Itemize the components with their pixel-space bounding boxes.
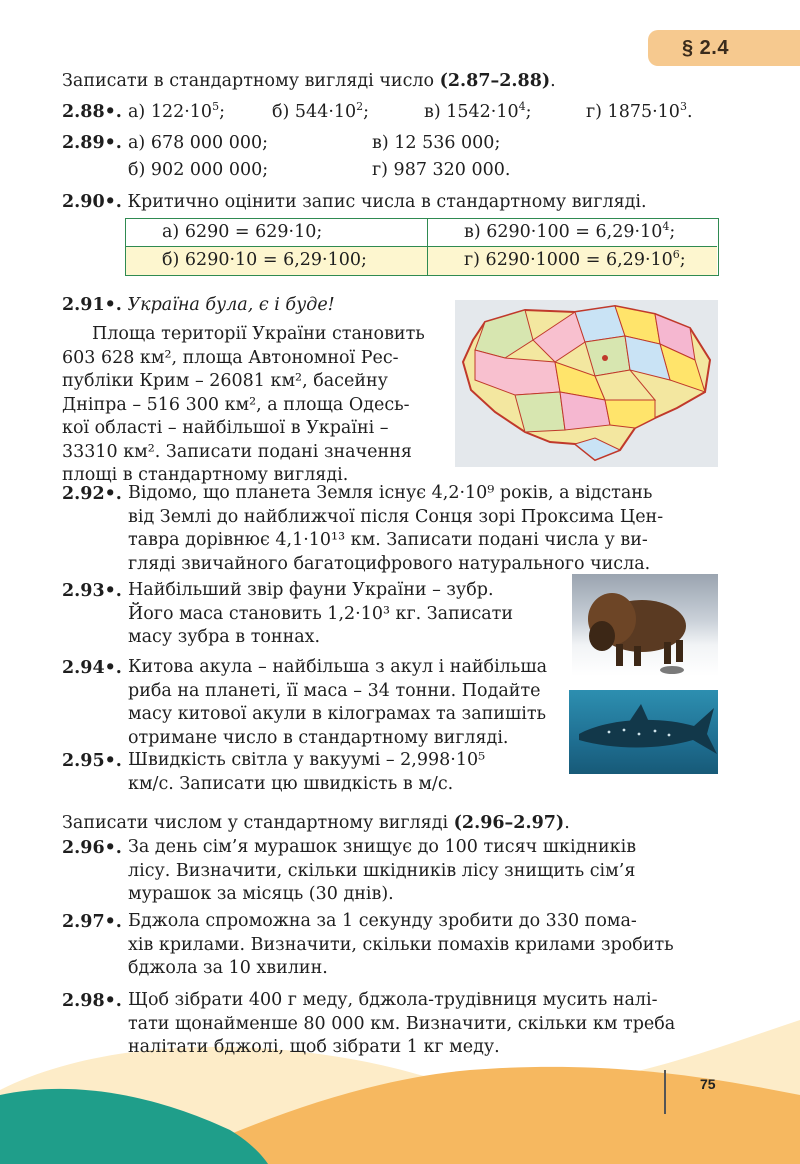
intro-text: Записати в стандартному вигляді число — [62, 71, 440, 91]
p288-a-text: а) 122·10 — [128, 102, 213, 122]
p297-line: хів крилами. Визначити, скільки помахів крилами зробить — [128, 934, 674, 955]
problem-2-98: 2.98•. — [62, 991, 122, 1011]
problem-2-92: 2.92•. — [62, 484, 122, 504]
p293-line: Найбільший звір фауни України – зубр. — [128, 580, 494, 600]
problem-number: 2.93 — [62, 581, 105, 601]
p288-d: г) $1875\cdot 10^3$. — [586, 100, 693, 122]
problem-number: 2.96 — [62, 838, 105, 858]
page-number: 75 — [700, 1076, 716, 1092]
p292-line: від Землі до найближчої після Сонця зорі Проксима Цен- — [128, 506, 664, 527]
whale-shark-icon — [569, 690, 718, 774]
p288-b-exp: 2 — [356, 100, 364, 113]
p296-line: мурашок за місяць (30 днів). — [128, 884, 394, 904]
p288-a: а) $122\cdot 10^5$; — [128, 100, 225, 122]
problem-number: 2.94 — [62, 658, 105, 678]
problem-number: 2.95 — [62, 751, 105, 771]
p288-d-exp: 3 — [679, 100, 687, 113]
p294-line: масу китової акули в кілограмах та запишіть — [128, 704, 547, 724]
cell-d-exp: 6 — [672, 248, 680, 261]
p296-line: За день сім’я мурашок знищує до 100 тисяч шкідників — [128, 837, 637, 857]
problem-number: 2.90 — [62, 192, 105, 212]
p288-c-exp: 4 — [518, 100, 526, 113]
cell-b-text: б) 6290·10 = 6,29·100; — [162, 250, 367, 270]
intro-suffix: . — [550, 71, 556, 91]
problem-2-95: 2.95•. — [62, 751, 122, 771]
cell-a-text: а) 6290 = 629·10; — [162, 222, 323, 242]
problem-number: 2.89 — [62, 133, 105, 153]
p291-line: 33310 км². Записати подані значення — [62, 441, 412, 462]
whale-shark-photo — [569, 690, 718, 774]
problem-2-94: 2.94•. — [62, 658, 122, 678]
p288-d-text: г) 1875·10 — [586, 102, 680, 122]
p288-b-text: б) 544·10 — [272, 102, 357, 122]
intro-line-1 — [62, 69, 556, 94]
p291-line: Дніпра – 516 300 км², а площа Одесь- — [62, 394, 410, 415]
section-tab — [648, 30, 800, 66]
p289-c: в) 12 536 000; — [372, 133, 501, 153]
table-cell-b — [126, 247, 428, 275]
p295-paragraph — [128, 749, 558, 796]
p293-line: масу зубра в тоннах. — [128, 627, 321, 647]
p294-line: отримане число в стандартному вигляді. — [128, 727, 509, 748]
problem-2-91: 2.91•. Україна була, є і буде! — [62, 295, 335, 315]
problem-number: 2.98 — [62, 991, 105, 1011]
problem-2-96: 2.96•. — [62, 838, 122, 858]
bison-photo — [572, 574, 718, 676]
table-cell-c: в) $6290\cdot 100 = 6,29\cdot 10^4$; — [428, 219, 717, 247]
p295-line: Швидкість світла у вакуумі – 2,998·10⁵ — [128, 750, 486, 770]
problem-title: Україна була, є і буде! — [127, 295, 335, 315]
p293-paragraph — [128, 579, 558, 650]
problem-number: 2.97 — [62, 912, 105, 932]
ukraine-map-image — [455, 300, 718, 467]
p289-b: б) 902 000 000; — [128, 160, 269, 180]
p297-line: бджола за 10 хвилин. — [128, 958, 328, 978]
p297-line: Бджола спроможна за 1 секунду зробити до 330 пома- — [128, 911, 637, 931]
problem-number: 2.91 — [62, 295, 105, 315]
p294-line: Китова акула – найбільша з акул і найбільша — [128, 657, 548, 677]
cell-d-text: г) 6290·1000 = 6,29·10 — [464, 250, 673, 270]
intro-range: (2.96–2.97) — [453, 813, 565, 833]
answers-table — [125, 218, 719, 276]
table-cell-a — [126, 219, 428, 247]
p292-paragraph — [128, 482, 720, 576]
ukraine-map-icon — [455, 300, 718, 467]
p294-line: риба на планеті, її маса – 34 тонни. Подайте — [128, 680, 541, 701]
p289-d: г) 987 320 000. — [372, 160, 511, 180]
p298-line: Щоб зібрати 400 г меду, бджола-трудівниця мусить налі- — [128, 990, 658, 1010]
problem-number: 2.88 — [62, 102, 105, 122]
cell-c-exp: 4 — [662, 220, 670, 233]
p292-line: гляді звичайного багатоцифрового натурального числа. — [128, 553, 651, 574]
p288-b: б) $544\cdot 10^2$; — [272, 100, 370, 122]
p291-paragraph — [62, 323, 444, 488]
p291-line: кої області – найбільшої в Україні – — [62, 418, 389, 438]
p291-line: Площа території України становить — [92, 324, 425, 344]
p296-paragraph — [128, 836, 720, 907]
p288-c: в) $1542\cdot 10^4$; — [424, 100, 532, 122]
p288-c-text: в) 1542·10 — [424, 102, 519, 122]
p293-line: Його маса становить 1,2·10³ кг. Записати — [128, 603, 514, 624]
section-label: § 2.4 — [682, 37, 729, 59]
p288-a-exp: 5 — [212, 100, 220, 113]
p292-line: тавра дорівнює 4,1·10¹³ км. Записати подані числа у ви- — [128, 530, 648, 550]
page-number-divider — [664, 1070, 666, 1114]
p291-line: площі в стандартному вигляді. — [62, 465, 349, 485]
cell-c-text: в) 6290·100 = 6,29·10 — [464, 222, 663, 242]
intro-line-2 — [62, 811, 570, 836]
p295-line: км/с. Записати цю швидкість в м/с. — [128, 773, 454, 794]
p289-a: а) 678 000 000; — [128, 133, 269, 153]
problem-2-88: 2.88•. — [62, 102, 122, 122]
problem-2-93: 2.93•. — [62, 581, 122, 601]
intro-range: (2.87–2.88) — [439, 71, 551, 91]
intro-text: Записати числом у стандартному вигляді — [62, 813, 454, 833]
p296-line: лісу. Визначити, скільки шкідників лісу знищить сім’я — [128, 860, 636, 881]
p298-line: налітати бджолі, щоб зібрати 1 кг меду. — [128, 1037, 500, 1057]
p291-line: 603 628 км², площа Автономної Рес- — [62, 347, 399, 368]
p291-line: публіки Крим – 26081 км², басейну — [62, 371, 388, 391]
p298-line: тати щонайменше 80 000 км. Визначити, скільки км треба — [128, 1013, 676, 1034]
table-cell-d: г) $6290\cdot 1000 = 6,29\cdot 10^6$; — [428, 247, 717, 275]
p292-line: Відомо, що планета Земля існує 4,2·10⁹ років, а відстань — [128, 483, 653, 503]
bison-icon — [572, 574, 718, 676]
problem-2-89: 2.89•. — [62, 133, 122, 153]
p294-paragraph — [128, 656, 558, 750]
problem-text: Критично оцінити запис числа в стандартному вигляді. — [127, 192, 647, 212]
problem-number: 2.92 — [62, 484, 105, 504]
p298-paragraph — [128, 989, 720, 1060]
problem-2-97: 2.97•. — [62, 912, 122, 932]
p297-paragraph — [128, 910, 720, 981]
problem-2-90: 2.90•. Критично оцінити запис числа в стандартному вигляді. — [62, 192, 647, 212]
intro-suffix: . — [564, 813, 570, 833]
